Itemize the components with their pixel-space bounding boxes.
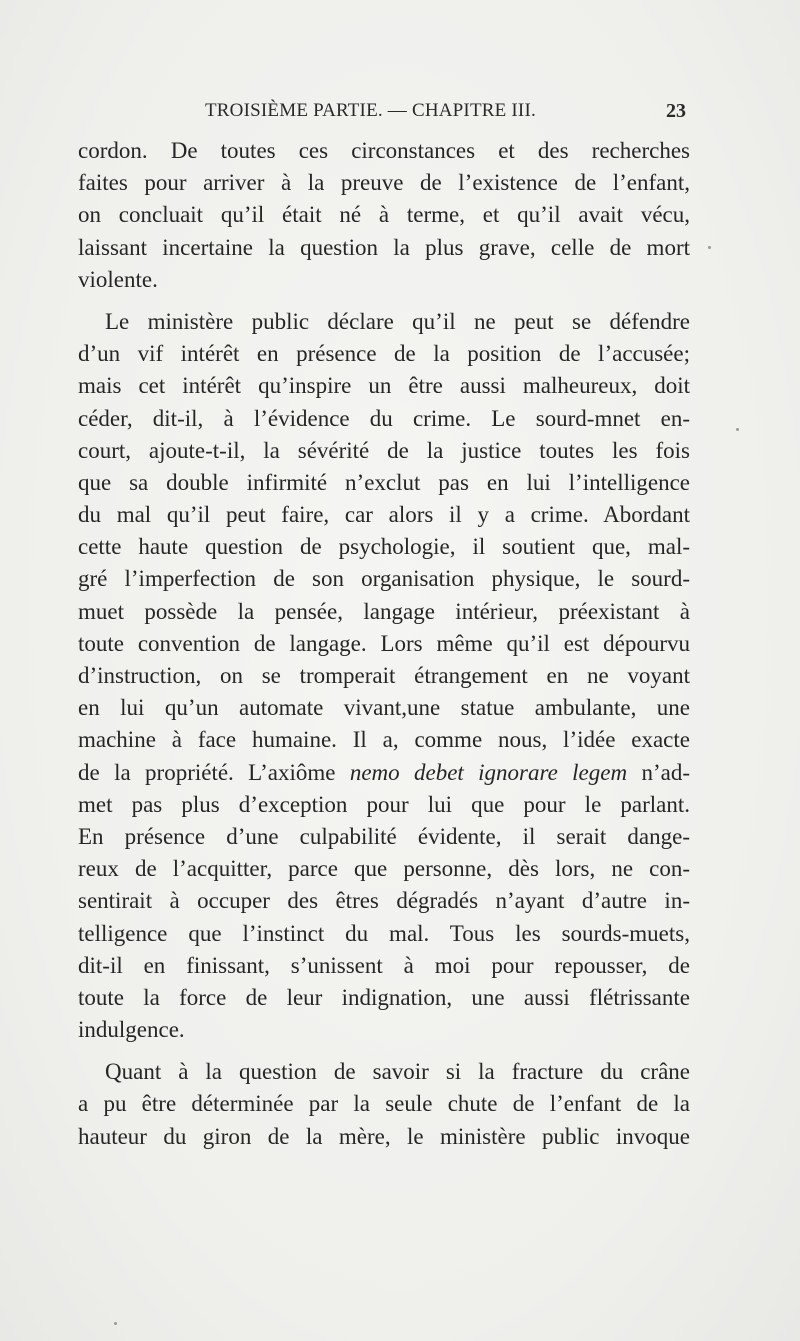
paragraph-1 bbox=[78, 135, 690, 296]
text-line: court, ajoute-t-il, la sévérité de la justice toutes les fois bbox=[78, 437, 690, 463]
text-fragment: de la propriété. L’axiôme bbox=[78, 759, 350, 785]
page-header bbox=[80, 100, 688, 130]
text-line: hauteur du giron de la mère, le ministère public invoque bbox=[78, 1123, 690, 1149]
text-line: En présence d’une culpabilité évidente, il serait dange- bbox=[78, 823, 690, 849]
text-line: on concluait qu’il était né à terme, et qu’il avait vécu, bbox=[78, 202, 690, 228]
text-line: du mal qu’il peut faire, car alors il y a crime. Abordant bbox=[78, 502, 690, 528]
text-line: mais cet intérêt qu’inspire un être aussi malheureux, doit bbox=[78, 373, 690, 399]
text-line-with-italic bbox=[78, 757, 690, 789]
text-line: d’un vif intérêt en présence de la position de l’accusée; bbox=[78, 341, 690, 367]
text-line: que sa double infirmité n’exclut pas en lui l’intelligence bbox=[78, 469, 690, 495]
paper-speck bbox=[114, 1322, 117, 1325]
text-line: met pas plus d’exception pour lui que pour le parlant. bbox=[78, 791, 690, 817]
paper-speck bbox=[708, 246, 711, 249]
paper-speck bbox=[736, 428, 739, 431]
text-line: Le ministère public déclare qu’il ne peut se défendre bbox=[105, 308, 690, 334]
text-line: telligence que l’instinct du mal. Tous les sourds-muets, bbox=[78, 920, 690, 946]
text-line: d’instruction, on se tromperait étrangement en ne voyant bbox=[78, 663, 690, 688]
text-line: machine à face humaine. Il a, comme nous, l’idée exacte bbox=[78, 727, 690, 753]
text-line: laissant incertaine la question la plus grave, celle de mort bbox=[78, 234, 690, 260]
paragraph-3 bbox=[78, 1056, 690, 1153]
running-head: TROISIÈME PARTIE. — CHAPITRE III. bbox=[205, 100, 536, 121]
text-line: céder, dit-il, à l’évidence du crime. Le sourd-mnet en- bbox=[78, 405, 690, 431]
text-line: Quant à la question de savoir si la fracture du crâne bbox=[105, 1059, 690, 1085]
text-line: en lui qu’un automate vivant,une statue ambulante, une bbox=[78, 695, 690, 721]
page-number: 23 bbox=[666, 100, 686, 122]
text-line: toute la force de leur indignation, une aussi flétrissante bbox=[78, 984, 690, 1010]
text-fragment: n’ad- bbox=[627, 759, 690, 785]
text-line: cette haute question de psychologie, il soutient que, mal- bbox=[78, 534, 690, 560]
text-line: cordon. De toutes ces circonstances et des recherches bbox=[78, 138, 690, 163]
text-line: sentirait à occuper des êtres dégradés n’ayant d’autre in- bbox=[78, 888, 690, 914]
text-line: reux de l’acquitter, parce que personne, dès lors, ne con- bbox=[78, 856, 690, 882]
latin-maxim: nemo debet ignorare legem bbox=[349, 759, 628, 785]
text-line: gré l’imperfection de son organisation physique, le sourd- bbox=[78, 566, 690, 592]
text-line: violente. bbox=[78, 266, 158, 292]
text-line: toute convention de langage. Lors même qu’il est dépourvu bbox=[78, 630, 690, 656]
text-line: dit-il en finissant, s’unissent à moi pour repousser, de bbox=[78, 952, 690, 978]
text-line: a pu être déterminée par la seule chute de l’enfant de la bbox=[78, 1091, 690, 1117]
text-line: faites pour arriver à la preuve de l’existence de l’enfant, bbox=[78, 170, 690, 196]
paragraph-2 bbox=[78, 306, 690, 1046]
body-text bbox=[78, 135, 690, 1153]
text-line: muet possède la pensée, langage intérieur, préexistant à bbox=[78, 598, 690, 624]
text-line: indulgence. bbox=[78, 1017, 185, 1043]
